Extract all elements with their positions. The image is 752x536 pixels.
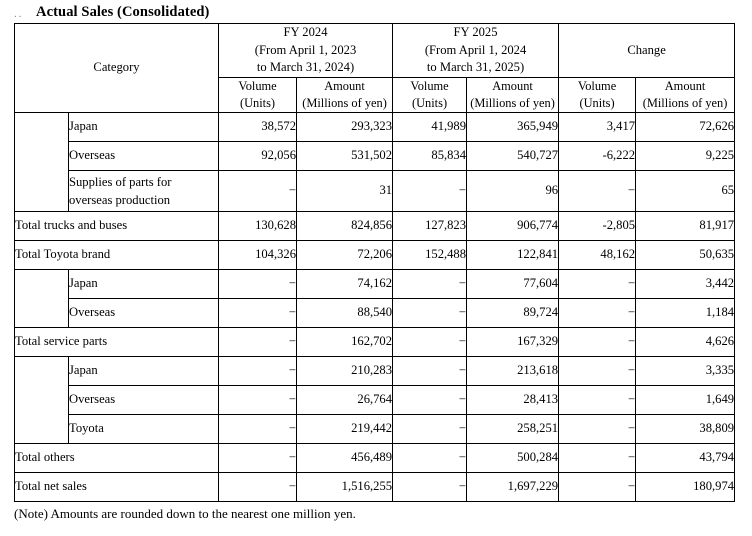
cell-fy2025-volume: − [393, 443, 467, 472]
row-label: Overseas [69, 298, 219, 327]
cell-change-volume: 3,417 [559, 112, 636, 141]
cell-fy2025-amount: 28,413 [467, 385, 559, 414]
table-row [15, 240, 735, 269]
cell-fy2024-volume: − [219, 414, 297, 443]
cell-change-volume: − [559, 356, 636, 385]
cell-fy2024-amount: 74,162 [297, 269, 393, 298]
cell-fy2024-amount: 88,540 [297, 298, 393, 327]
cell-change-volume: − [559, 414, 636, 443]
table-row [15, 472, 735, 501]
cell-fy2025-volume: 152,488 [393, 240, 467, 269]
header-change-amount-line1: Amount [664, 78, 706, 93]
row-label: Total Toyota brand [15, 240, 219, 269]
cell-change-volume: -2,805 [559, 211, 636, 240]
cell-change-amount: 3,335 [636, 356, 735, 385]
cell-fy2024-amount: 162,702 [297, 327, 393, 356]
header-change-amount-line2: (Millions of yen) [642, 95, 728, 110]
table-row [15, 443, 735, 472]
cell-fy2025-amount: 213,618 [467, 356, 559, 385]
cell-fy2025-amount: 500,284 [467, 443, 559, 472]
row-label-line2: overseas production [69, 192, 171, 207]
cell-fy2024-amount: 26,764 [297, 385, 393, 414]
header-group-fy2025 [393, 24, 559, 78]
cell-fy2025-amount: 258,251 [467, 414, 559, 443]
cell-fy2025-volume: − [393, 298, 467, 327]
table-row [15, 414, 735, 443]
cell-change-volume: − [559, 170, 636, 211]
table-row [15, 141, 735, 170]
actual-sales-table-container [14, 23, 734, 502]
cell-fy2024-volume: − [219, 298, 297, 327]
cell-fy2025-volume: − [393, 170, 467, 211]
cell-fy2025-volume: − [393, 414, 467, 443]
row-label: Toyota [69, 414, 219, 443]
cell-fy2024-volume: − [219, 327, 297, 356]
cell-fy2024-amount: 456,489 [297, 443, 393, 472]
row-label: Japan [69, 112, 219, 141]
header-change-volume [559, 77, 636, 112]
cell-fy2024-amount: 293,323 [297, 112, 393, 141]
cell-change-amount: 72,626 [636, 112, 735, 141]
table-body [15, 112, 735, 501]
header-fy2024-amount [297, 77, 393, 112]
header-change-volume-line1: Volume [577, 78, 617, 93]
row-indent-spacer [15, 112, 69, 211]
cell-fy2025-volume: − [393, 269, 467, 298]
header-group-fy2024 [219, 24, 393, 78]
cell-fy2024-amount: 1,516,255 [297, 472, 393, 501]
header-fy2024-volume-line2: (Units) [239, 95, 276, 110]
row-label: Overseas [69, 385, 219, 414]
cell-change-amount: 3,442 [636, 269, 735, 298]
cell-change-volume: − [559, 472, 636, 501]
cell-fy2025-volume: − [393, 472, 467, 501]
header-fy2025-volume [393, 77, 467, 112]
row-label: Overseas [69, 141, 219, 170]
cell-change-amount: 65 [636, 170, 735, 211]
cell-fy2024-amount: 531,502 [297, 141, 393, 170]
cell-change-amount: 180,974 [636, 472, 735, 501]
cell-fy2024-volume: 130,628 [219, 211, 297, 240]
header-change-line1: Change [627, 42, 666, 57]
header-group-change [559, 24, 735, 78]
cell-fy2025-amount: 122,841 [467, 240, 559, 269]
header-fy2024-amount-line2: (Millions of yen) [302, 95, 387, 110]
table-header [15, 24, 735, 113]
cell-fy2025-amount: 167,329 [467, 327, 559, 356]
actual-sales-table [14, 23, 735, 502]
header-fy2024-line1: FY 2024 [283, 25, 328, 39]
table-row [15, 170, 735, 211]
header-fy2025-amount-line2: (Millions of yen) [470, 95, 555, 110]
cell-fy2024-volume: 38,572 [219, 112, 297, 141]
cell-fy2025-amount: 906,774 [467, 211, 559, 240]
cell-fy2024-volume: − [219, 269, 297, 298]
table-row [15, 298, 735, 327]
row-label: Total others [15, 443, 219, 472]
header-category: Category [15, 24, 219, 113]
header-fy2025-line1: FY 2025 [453, 25, 498, 39]
row-label: Total service parts [15, 327, 219, 356]
table-note: (Note) Amounts are rounded down to the nearest one million yen. [14, 506, 356, 521]
table-row [15, 211, 735, 240]
cell-fy2024-volume: − [219, 472, 297, 501]
cell-change-volume: − [559, 385, 636, 414]
page-title-text: Actual Sales (Consolidated) [36, 4, 210, 20]
row-indent-spacer [15, 356, 69, 443]
cell-fy2025-amount: 89,724 [467, 298, 559, 327]
cell-fy2024-volume: − [219, 443, 297, 472]
table-row [15, 327, 735, 356]
cell-change-volume: − [559, 269, 636, 298]
row-indent-spacer [15, 269, 69, 327]
header-fy2024-volume [219, 77, 297, 112]
cell-fy2024-amount: 210,283 [297, 356, 393, 385]
header-fy2025-volume-line1: Volume [410, 78, 449, 93]
cell-fy2025-volume: − [393, 356, 467, 385]
cell-change-amount: 43,794 [636, 443, 735, 472]
table-row [15, 112, 735, 141]
cell-fy2025-amount: 96 [467, 170, 559, 211]
header-fy2025-line2: (From April 1, 2024 [424, 42, 527, 57]
header-fy2025-amount [467, 77, 559, 112]
cell-fy2025-amount: 77,604 [467, 269, 559, 298]
cell-fy2025-volume: 127,823 [393, 211, 467, 240]
title-marker-dots: .. [14, 8, 24, 20]
cell-fy2025-volume: − [393, 385, 467, 414]
cell-fy2025-amount: 1,697,229 [467, 472, 559, 501]
table-row [15, 385, 735, 414]
cell-fy2025-volume: − [393, 327, 467, 356]
cell-change-amount: 50,635 [636, 240, 735, 269]
row-label: Total trucks and buses [15, 211, 219, 240]
cell-fy2024-volume: − [219, 385, 297, 414]
cell-fy2024-amount: 31 [297, 170, 393, 211]
cell-fy2025-volume: 85,834 [393, 141, 467, 170]
row-label: Japan [69, 269, 219, 298]
header-fy2025-amount-line1: Amount [492, 78, 533, 93]
header-fy2025-volume-line2: (Units) [411, 95, 448, 110]
page-title [14, 2, 734, 22]
header-fy2024-volume-line1: Volume [238, 78, 277, 93]
cell-change-amount: 4,626 [636, 327, 735, 356]
cell-fy2024-amount: 72,206 [297, 240, 393, 269]
header-change-volume-line2: (Units) [579, 95, 615, 110]
cell-change-amount: 38,809 [636, 414, 735, 443]
header-row-groups [15, 24, 735, 78]
cell-change-amount: 9,225 [636, 141, 735, 170]
cell-fy2024-volume: 92,056 [219, 141, 297, 170]
cell-fy2025-amount: 540,727 [467, 141, 559, 170]
cell-fy2025-volume: 41,989 [393, 112, 467, 141]
cell-change-volume: − [559, 298, 636, 327]
cell-change-amount: 1,184 [636, 298, 735, 327]
row-label: Total net sales [15, 472, 219, 501]
row-label [69, 170, 219, 211]
cell-fy2024-volume: 104,326 [219, 240, 297, 269]
cell-fy2024-amount: 219,442 [297, 414, 393, 443]
cell-fy2024-volume: − [219, 170, 297, 211]
row-label-line1: Supplies of parts for [69, 174, 172, 189]
table-row [15, 269, 735, 298]
header-fy2024-line2: (From April 1, 2023 [254, 42, 357, 57]
cell-change-volume: − [559, 443, 636, 472]
row-label: Japan [69, 356, 219, 385]
cell-fy2024-amount: 824,856 [297, 211, 393, 240]
cell-change-volume: -6,222 [559, 141, 636, 170]
header-fy2025-line3: to March 31, 2025) [426, 60, 525, 74]
header-fy2024-line3: to March 31, 2024) [256, 60, 355, 74]
table-row [15, 356, 735, 385]
cell-change-amount: 1,649 [636, 385, 735, 414]
cell-change-volume: − [559, 327, 636, 356]
cell-fy2025-amount: 365,949 [467, 112, 559, 141]
header-fy2024-amount-line1: Amount [324, 78, 365, 93]
header-change-amount [636, 77, 735, 112]
cell-fy2024-volume: − [219, 356, 297, 385]
cell-change-volume: 48,162 [559, 240, 636, 269]
cell-change-amount: 81,917 [636, 211, 735, 240]
